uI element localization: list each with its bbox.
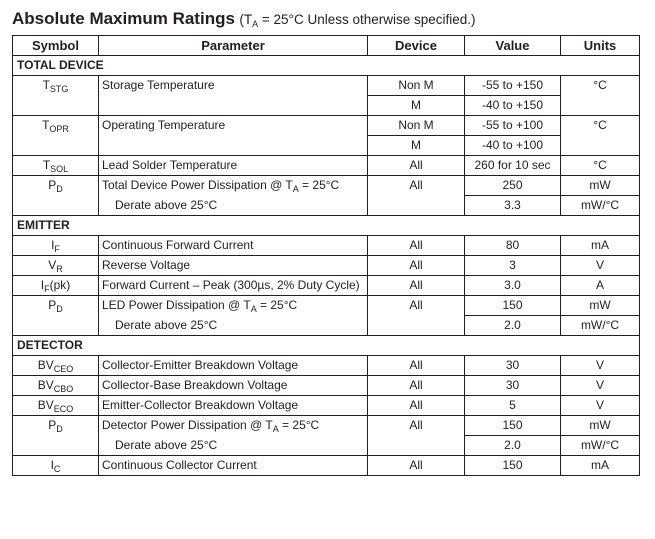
value-cell: -40 to +100 bbox=[465, 136, 561, 156]
table-row bbox=[13, 436, 640, 456]
device-cell bbox=[368, 196, 465, 216]
device-cell: All bbox=[368, 156, 465, 176]
table-row bbox=[13, 116, 640, 136]
title-condition: ($T_A = 25^\circ C$ Unless otherwise specified.) bbox=[239, 12, 476, 29]
parameter-cell: LED Power Dissipation @ $T_A = 25^\circ C$ bbox=[99, 296, 368, 316]
table-row bbox=[13, 256, 640, 276]
units-cell: mA bbox=[561, 456, 640, 476]
symbol-cell bbox=[13, 136, 99, 156]
parameter-cell bbox=[99, 136, 368, 156]
value-cell: 150 bbox=[465, 456, 561, 476]
table-row bbox=[13, 156, 640, 176]
value-cell: 250 bbox=[465, 176, 561, 196]
table-row bbox=[13, 356, 640, 376]
table-row bbox=[13, 236, 640, 256]
symbol-cell bbox=[13, 436, 99, 456]
device-cell: All bbox=[368, 396, 465, 416]
units-cell bbox=[561, 96, 640, 116]
units-cell bbox=[561, 136, 640, 156]
parameter-cell: Collector-Emitter Breakdown Voltage bbox=[99, 356, 368, 376]
symbol-cell: $BV_{ECO}$ bbox=[13, 396, 99, 416]
value-cell: 30 bbox=[465, 356, 561, 376]
section-row bbox=[13, 56, 640, 76]
symbol-cell: $V_R$ bbox=[13, 256, 99, 276]
value-cell: -55 to +150 bbox=[465, 76, 561, 96]
device-cell: All bbox=[368, 276, 465, 296]
symbol-cell: $BV_{CEO}$ bbox=[13, 356, 99, 376]
units-cell: °C bbox=[561, 156, 640, 176]
parameter-cell: Collector-Base Breakdown Voltage bbox=[99, 376, 368, 396]
parameter-cell: Derate above 25°C bbox=[99, 436, 368, 456]
header-parameter: Parameter bbox=[99, 36, 368, 56]
value-cell: 30 bbox=[465, 376, 561, 396]
units-cell: V bbox=[561, 376, 640, 396]
device-cell bbox=[368, 316, 465, 336]
header-symbol: Symbol bbox=[13, 36, 99, 56]
title-main: Absolute Maximum Ratings bbox=[12, 9, 235, 28]
units-cell: mW/°C bbox=[561, 196, 640, 216]
symbol-cell: $P_D$ bbox=[13, 296, 99, 316]
header-value: Value bbox=[465, 36, 561, 56]
parameter-cell: Forward Current – Peak (300µs, 2% Duty Cycle) bbox=[99, 276, 368, 296]
units-cell: mW bbox=[561, 416, 640, 436]
symbol-cell: $T_{SOL}$ bbox=[13, 156, 99, 176]
table-row bbox=[13, 276, 640, 296]
symbol-cell: $P_D$ bbox=[13, 416, 99, 436]
units-cell: °C bbox=[561, 116, 640, 136]
page-title bbox=[12, 9, 476, 29]
table-row bbox=[13, 96, 640, 116]
device-cell: All bbox=[368, 416, 465, 436]
device-cell bbox=[368, 436, 465, 456]
device-cell: All bbox=[368, 376, 465, 396]
value-cell: 260 for 10 sec bbox=[465, 156, 561, 176]
units-cell: V bbox=[561, 256, 640, 276]
value-cell: 80 bbox=[465, 236, 561, 256]
device-cell: All bbox=[368, 176, 465, 196]
device-cell: Non M bbox=[368, 116, 465, 136]
table-row bbox=[13, 396, 640, 416]
units-cell: mW bbox=[561, 176, 640, 196]
device-cell: M bbox=[368, 96, 465, 116]
value-cell: 5 bbox=[465, 396, 561, 416]
symbol-cell: $I_C$ bbox=[13, 456, 99, 476]
symbol-cell: $I_F(pk)$ bbox=[13, 276, 99, 296]
device-cell: All bbox=[368, 296, 465, 316]
parameter-cell: Derate above 25°C bbox=[99, 316, 368, 336]
units-cell: mW bbox=[561, 296, 640, 316]
parameter-cell bbox=[99, 96, 368, 116]
value-cell: 150 bbox=[465, 296, 561, 316]
value-cell: 150 bbox=[465, 416, 561, 436]
device-cell: All bbox=[368, 356, 465, 376]
value-cell: 3 bbox=[465, 256, 561, 276]
device-cell: All bbox=[368, 236, 465, 256]
table-row bbox=[13, 416, 640, 436]
section-row bbox=[13, 336, 640, 356]
symbol-cell: $T_{STG}$ bbox=[13, 76, 99, 96]
units-cell: °C bbox=[561, 76, 640, 96]
table-row bbox=[13, 316, 640, 336]
table-row bbox=[13, 136, 640, 156]
parameter-cell: Total Device Power Dissipation @ $T_A = 25^\circ C$ bbox=[99, 176, 368, 196]
units-cell: mW/°C bbox=[561, 436, 640, 456]
parameter-cell: Storage Temperature bbox=[99, 76, 368, 96]
symbol-cell: $P_D$ bbox=[13, 176, 99, 196]
parameter-cell: Derate above 25°C bbox=[99, 196, 368, 216]
table-row bbox=[13, 196, 640, 216]
header-units: Units bbox=[561, 36, 640, 56]
header-device: Device bbox=[368, 36, 465, 56]
value-cell: 3.0 bbox=[465, 276, 561, 296]
units-cell: mW/°C bbox=[561, 316, 640, 336]
symbol-cell bbox=[13, 196, 99, 216]
parameter-cell: Operating Temperature bbox=[99, 116, 368, 136]
symbol-cell bbox=[13, 96, 99, 116]
units-cell: V bbox=[561, 356, 640, 376]
symbol-cell: $BV_{CBO}$ bbox=[13, 376, 99, 396]
parameter-cell: Continuous Collector Current bbox=[99, 456, 368, 476]
value-cell: 2.0 bbox=[465, 316, 561, 336]
table-row bbox=[13, 296, 640, 316]
header-row bbox=[13, 36, 640, 56]
device-cell: Non M bbox=[368, 76, 465, 96]
table-row bbox=[13, 76, 640, 96]
device-cell: All bbox=[368, 456, 465, 476]
symbol-cell: $I_F$ bbox=[13, 236, 99, 256]
parameter-cell: Detector Power Dissipation @ $T_A = 25^\circ C$ bbox=[99, 416, 368, 436]
ratings-table bbox=[12, 35, 640, 476]
parameter-cell: Lead Solder Temperature bbox=[99, 156, 368, 176]
parameter-cell: Emitter-Collector Breakdown Voltage bbox=[99, 396, 368, 416]
symbol-cell: $T_{OPR}$ bbox=[13, 116, 99, 136]
parameter-cell: Continuous Forward Current bbox=[99, 236, 368, 256]
units-cell: mA bbox=[561, 236, 640, 256]
device-cell: M bbox=[368, 136, 465, 156]
section-row bbox=[13, 216, 640, 236]
section-title: EMITTER bbox=[13, 216, 640, 236]
section-title: TOTAL DEVICE bbox=[13, 56, 640, 76]
value-cell: 3.3 bbox=[465, 196, 561, 216]
section-title: DETECTOR bbox=[13, 336, 640, 356]
table-row bbox=[13, 376, 640, 396]
device-cell: All bbox=[368, 256, 465, 276]
units-cell: A bbox=[561, 276, 640, 296]
value-cell: -40 to +150 bbox=[465, 96, 561, 116]
units-cell: V bbox=[561, 396, 640, 416]
symbol-cell bbox=[13, 316, 99, 336]
table-row bbox=[13, 176, 640, 196]
table-row bbox=[13, 456, 640, 476]
parameter-cell: Reverse Voltage bbox=[99, 256, 368, 276]
value-cell: -55 to +100 bbox=[465, 116, 561, 136]
value-cell: 2.0 bbox=[465, 436, 561, 456]
